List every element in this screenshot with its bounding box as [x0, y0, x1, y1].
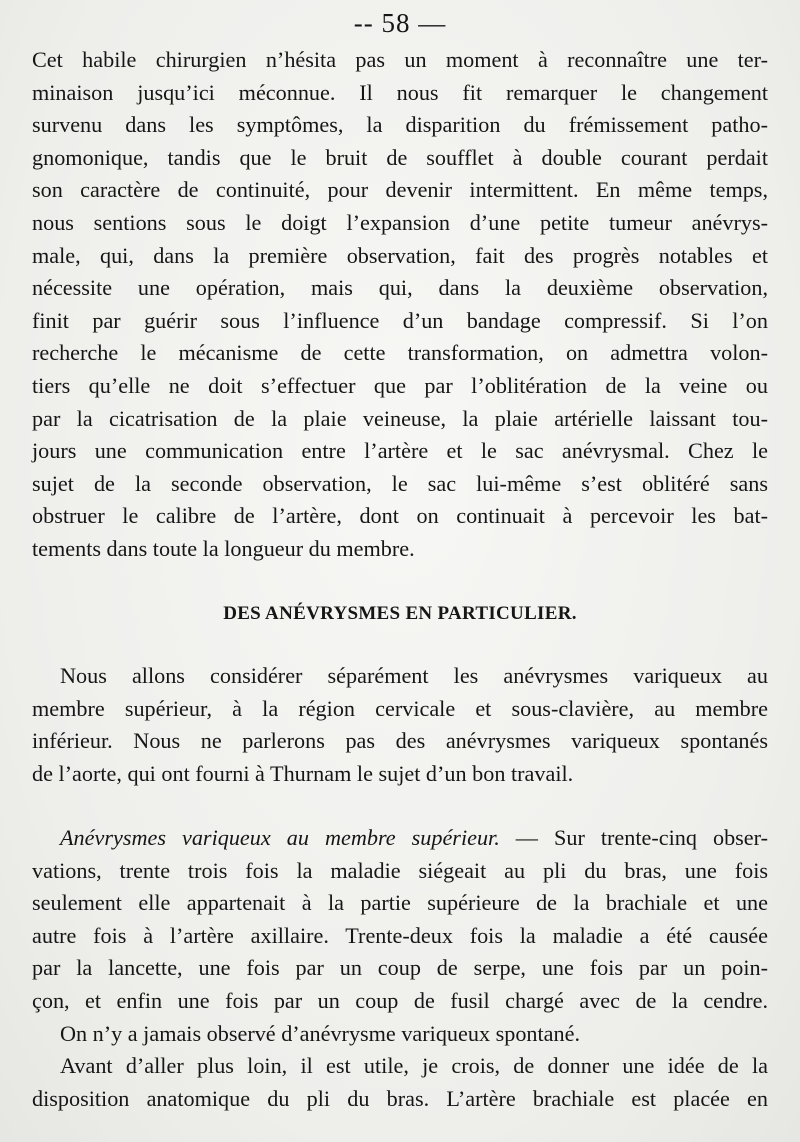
text-line: minaison jusqu’ici méconnue. Il nous fit remarquer le changement: [32, 79, 768, 105]
text-line: male, qui, dans la première observation, fait des progrès notables et: [32, 242, 768, 268]
text-line: membre supérieur, à la région cervicale et sous-clavière, au membre: [32, 695, 768, 721]
text-line: gnomonique, tandis que le bruit de soufflet à double courant perdait: [32, 144, 768, 170]
text-line: çon, et enfin une fois par un coup de fusil chargé avec de la cendre.: [32, 987, 768, 1013]
text-line: autre fois à l’artère axillaire. Trente-deux fois la maladie a été causée: [32, 922, 768, 948]
text-line: par la cicatrisation de la plaie veineuse, la plaie artérielle laissant tou-: [32, 405, 768, 431]
lead-continuation: — Sur trente-cinq obser-: [499, 825, 768, 850]
text-line: survenu dans les symptômes, la disparition du frémissement patho-: [32, 112, 768, 138]
section-heading: DES ANÉVRYSMES EN PARTICULIER.: [223, 603, 577, 624]
text-line: recherche le mécanisme de cette transformation, on admettra volon-: [32, 340, 768, 366]
text-line: On n’y a jamais observé d’anévrysme variqueux spontané.: [60, 1020, 581, 1046]
text-line: son caractère de continuité, pour devenir intermittent. En même temps,: [32, 177, 768, 203]
text-line: disposition anatomique du pli du bras. L’artère brachiale est placée en: [32, 1085, 768, 1111]
text-line: nous sentions sous le doigt l’expansion d’une petite tumeur anévrys-: [32, 209, 768, 235]
text-line: inférieur. Nous ne parlerons pas des anévrysmes variqueux spontanés: [32, 728, 768, 754]
text-line: Nous allons considérer séparément les anévrysmes variqueux au: [60, 663, 768, 688]
text-line: Cet habile chirurgien n’hésita pas un moment à reconnaître une ter-: [32, 47, 768, 72]
text-line: seulement elle appartenait à la partie supérieure de la brachiale et une: [32, 890, 768, 916]
paragraph-introduction: [32, 660, 768, 790]
text-line: vations, trente trois fois la maladie siégeait au pli du bras, une fois: [32, 857, 768, 883]
text-line: tements dans toute la longueur du membre.: [32, 535, 415, 561]
subsection-title: Anévrysmes variqueux au membre supérieur.: [60, 825, 500, 850]
text-line: jours une communication entre l’artère et le sac anévrysmal. Chez le: [32, 438, 768, 464]
text-line: de l’aorte, qui ont fourni à Thurnam le sujet d’un bon travail.: [32, 760, 574, 786]
text-line: par la lancette, une fois par un coup de serpe, une fois par un poin-: [32, 955, 768, 981]
text-line: Avant d’aller plus loin, il est utile, je crois, de donner une idée de la: [60, 1053, 768, 1079]
text-line: [32, 822, 768, 855]
text-line: tiers qu’elle ne doit s’effectuer que par l’oblitération de la veine ou: [32, 372, 768, 398]
page-number: -- 58 —: [353, 8, 447, 38]
paragraph-case-discussion: [32, 44, 768, 566]
text-line: sujet de la seconde observation, le sac lui-même s’est oblitéré sans: [32, 470, 768, 496]
text-line: obstruer le calibre de l’artère, dont on continuait à percevoir les bat-: [32, 503, 768, 529]
text-line: nécessite une opération, mais qui, dans la deuxième observation,: [32, 275, 768, 301]
paragraph-upper-limb: [32, 822, 768, 1115]
text-line: finit par guérir sous l’influence d’un bandage compressif. Si l’on: [32, 307, 768, 333]
